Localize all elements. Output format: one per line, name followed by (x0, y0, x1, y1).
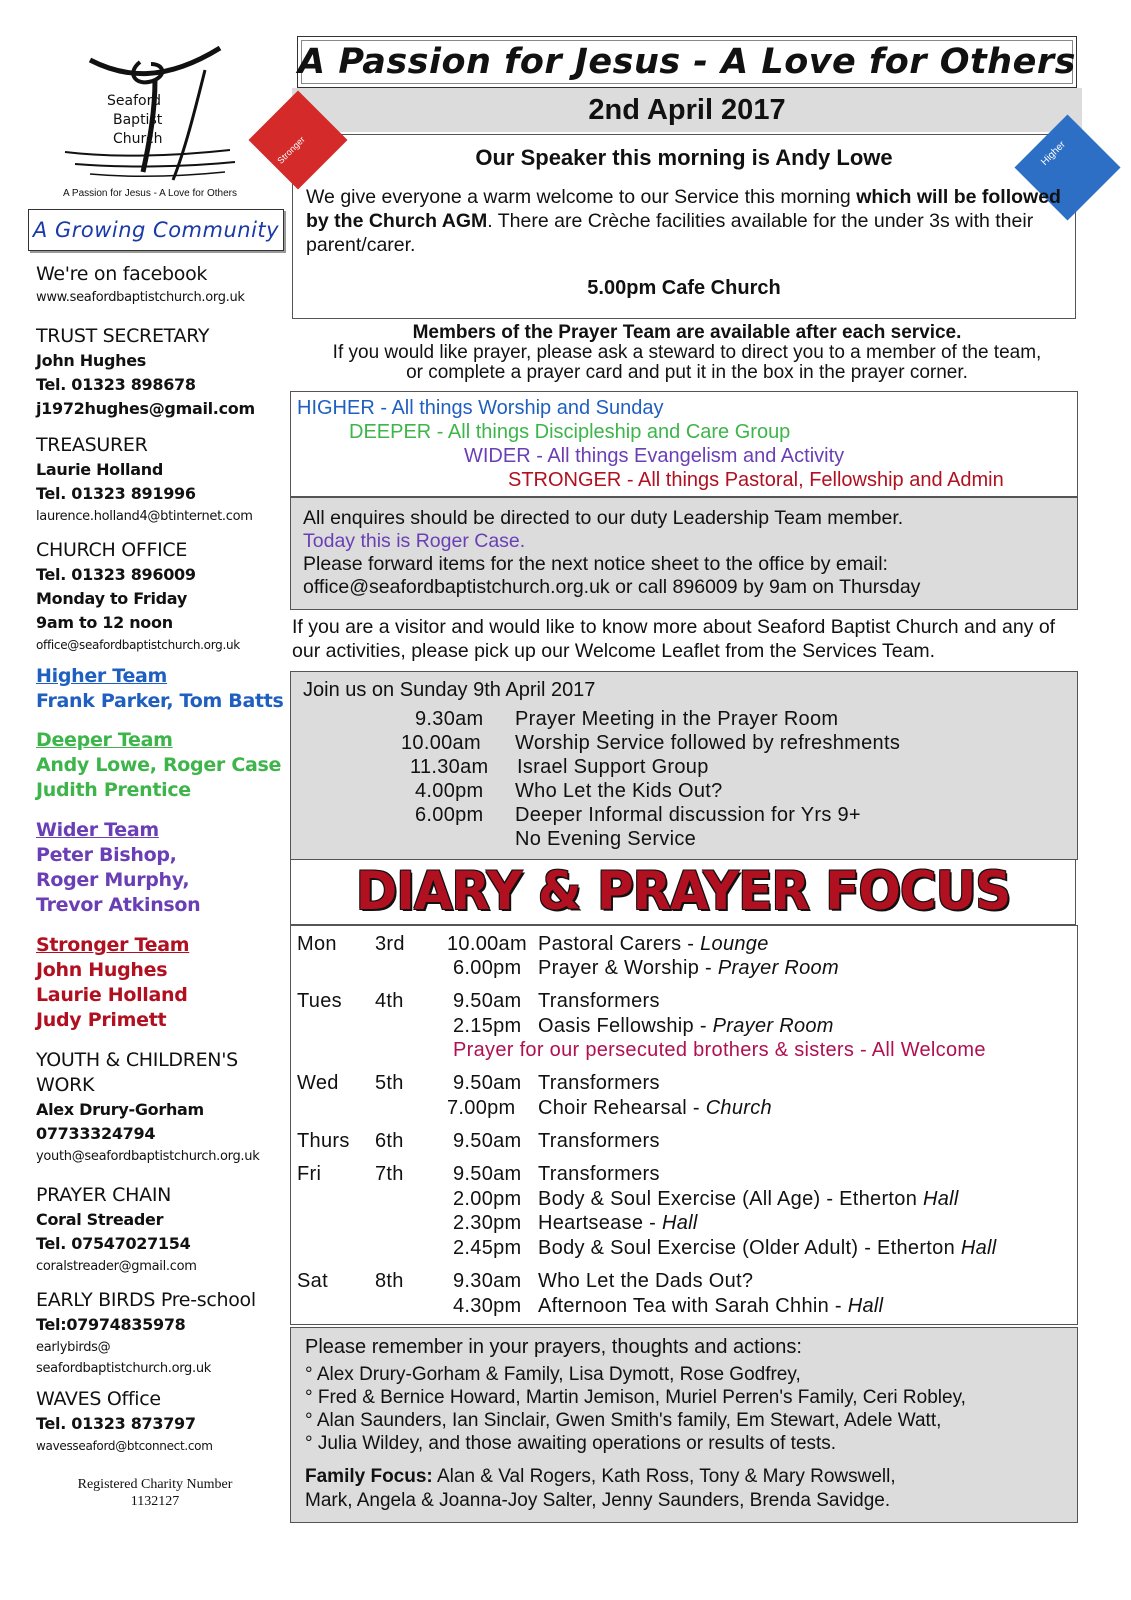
deeper-team-heading[interactable]: Deeper Team (36, 729, 173, 751)
youth-heading: YOUTH & CHILDREN'S (36, 1049, 238, 1071)
stronger-team-block (36, 933, 286, 1033)
join-time: 9.30am (415, 708, 484, 730)
church-office-block (36, 538, 286, 656)
church-office-tel: Tel. 01323 896009 (36, 565, 196, 584)
prayer-chain-block (36, 1183, 286, 1277)
deeper-team-member: Judith Prentice (36, 779, 191, 801)
prayer-team-line-2: If you would like prayer, please ask a steward to direct you to a member of the team, (332, 342, 1042, 363)
diary-box (290, 925, 1078, 1325)
diary-date: 7th (375, 1163, 404, 1185)
diary-time: 2.45pm (453, 1237, 522, 1259)
website-link[interactable]: www.seafordbaptistchurch.org.uk (36, 290, 245, 305)
trust-secretary-heading: TRUST SECRETARY (36, 325, 210, 347)
speaker-title: Our Speaker this morning is Andy Lowe (475, 145, 893, 170)
youth-email[interactable]: youth@seafordbaptistchurch.org.uk (36, 1149, 260, 1164)
duty-leader: Today this is Roger Case. (303, 530, 526, 552)
diary-note: Prayer for our persecuted brothers & sisters - All Welcome (453, 1039, 986, 1061)
diary-event: Transformers (538, 1163, 660, 1185)
service-date: 2nd April 2017 (292, 88, 1082, 132)
trust-secretary-tel: Tel. 01323 898678 (36, 375, 196, 394)
prayer-chain-heading: PRAYER CHAIN (36, 1184, 172, 1206)
early-birds-email[interactable]: earlybirds@ (36, 1340, 111, 1355)
stronger-team-member: Judy Primett (36, 1009, 167, 1031)
diary-time: 6.00pm (453, 957, 522, 979)
diary-date: 5th (375, 1072, 404, 1094)
church-office-hours: 9am to 12 noon (36, 613, 173, 632)
sidebar (0, 0, 290, 1600)
diary-date: 8th (375, 1270, 404, 1292)
waves-heading: WAVES Office (36, 1388, 161, 1410)
youth-name: Alex Drury-Gorham (36, 1100, 204, 1119)
trust-secretary-name: John Hughes (36, 351, 146, 370)
higher-team-member: Frank Parker, Tom Batts (36, 690, 284, 712)
diary-date: 6th (375, 1130, 404, 1152)
logo-text-church: Church (113, 131, 163, 147)
treasurer-heading: TREASURER (36, 434, 148, 456)
church-office-days: Monday to Friday (36, 589, 187, 608)
join-text: Deeper Informal discussion for Yrs 9+ (515, 804, 861, 826)
waves-tel: Tel. 01323 873797 (36, 1414, 196, 1433)
diary-day: Sat (297, 1270, 328, 1292)
diary-time: 9.50am (453, 1130, 522, 1152)
prayer-heading: Please remember in your prayers, thoughts and actions: (305, 1336, 802, 1358)
treasurer-block (36, 433, 286, 527)
family-focus-line-2: Mark, Angela & Joanna-Joy Salter, Jenny Saunders, Brenda Savidge. (305, 1490, 891, 1511)
diary-time: 9.50am (453, 1163, 522, 1185)
join-text: Israel Support Group (517, 756, 709, 778)
family-focus (305, 1465, 896, 1489)
diary-time: 9.50am (453, 1072, 522, 1094)
diary-event: Transformers (538, 1130, 660, 1152)
waves-email[interactable]: wavesseaford@btconnect.com (36, 1439, 213, 1453)
wider-team-member: Trevor Atkinson (36, 894, 201, 916)
enquiries-line-4: office@seafordbaptistchurch.org.uk or call 896009 by 9am on Thursday (303, 576, 921, 598)
diary-heading-box (290, 859, 1076, 925)
join-text: Prayer Meeting in the Prayer Room (515, 708, 839, 730)
diary-day: Fri (297, 1163, 322, 1185)
welcome-text (306, 185, 1066, 257)
diary-time: 2.00pm (453, 1188, 522, 1210)
diary-time: 10.00am (447, 933, 527, 955)
treasurer-tel: Tel. 01323 891996 (36, 484, 196, 503)
charity-number (40, 1476, 270, 1510)
treasurer-name: Laurie Holland (36, 460, 163, 479)
wider-team-heading[interactable]: Wider Team (36, 819, 159, 841)
diary-day: Mon (297, 933, 337, 955)
diary-date: 4th (375, 990, 404, 1012)
wider-team-member: Peter Bishop, (36, 844, 177, 866)
cafe-church: 5.00pm Cafe Church (587, 277, 781, 299)
higher-team-heading[interactable]: Higher Team (36, 665, 168, 687)
team-line-wider: WIDER - All things Evangelism and Activity (464, 445, 845, 467)
church-office-heading: CHURCH OFFICE (36, 539, 188, 561)
stronger-team-heading[interactable]: Stronger Team (36, 934, 190, 956)
treasurer-email[interactable]: laurence.holland4@btinternet.com (36, 509, 253, 524)
prayer-item: ° Julia Wildey, and those awaiting operations or results of tests. (305, 1433, 837, 1454)
stronger-team-member: John Hughes (36, 959, 168, 981)
early-birds-email-2[interactable]: seafordbaptistchurch.org.uk (36, 1361, 212, 1376)
trust-secretary-block (36, 324, 286, 421)
welcome-text-agm: which will be followed by the Church AGM (306, 186, 1061, 232)
prayer-chain-tel: Tel. 07547027154 (36, 1234, 191, 1253)
diary-day: Wed (297, 1072, 339, 1094)
diary-time: 2.30pm (453, 1212, 522, 1234)
prayer-item: ° Fred & Bernice Howard, Martin Jemison, Muriel Perren's Family, Ceri Robley, (305, 1387, 966, 1408)
team-line-higher: HIGHER - All things Worship and Sunday (297, 397, 664, 419)
diary-time: 4.30pm (453, 1295, 522, 1317)
diary-time: 2.15pm (453, 1015, 522, 1037)
youth-block (36, 1048, 286, 1167)
diary-time: 9.30am (453, 1270, 522, 1292)
youth-tel: 07733324794 (36, 1124, 156, 1143)
join-text: Who Let the Kids Out? (515, 780, 723, 802)
diary-time: 7.00pm (447, 1097, 516, 1119)
prayer-chain-name: Coral Streader (36, 1210, 164, 1229)
wider-team-member: Roger Murphy, (36, 869, 190, 891)
diary-heading: DIARY & PRAYER FOCUS (355, 860, 1011, 922)
team-line-deeper: DEEPER - All things Discipleship and Care Group (349, 421, 791, 443)
waves-block (36, 1387, 286, 1457)
diary-event: Pastoral Carers - Lounge (538, 933, 769, 955)
early-birds-heading: EARLY BIRDS Pre-school (36, 1289, 256, 1311)
diary-day: Thurs (297, 1130, 350, 1152)
early-birds-block (36, 1288, 286, 1379)
diary-day: Tues (297, 990, 342, 1012)
youth-heading-2: WORK (36, 1074, 95, 1096)
page-title: A Passion for Jesus - A Love for Others (297, 36, 1077, 88)
family-focus-text: Alan & Val Rogers, Kath Ross, Tony & Mary Rowswell, (432, 1466, 896, 1487)
stronger-team-member: Laurie Holland (36, 984, 188, 1006)
prayer-team-notice (292, 323, 1082, 383)
join-text: Worship Service followed by refreshments (515, 732, 901, 754)
family-focus-label: Family Focus: (305, 1466, 433, 1487)
join-text: No Evening Service (515, 828, 697, 850)
prayer-item: ° Alex Drury-Gorham & Family, Lisa Dymott, Rose Godfrey, (305, 1364, 801, 1385)
charity-value: 1132127 (130, 1494, 180, 1509)
higher-corner-label: Higher (1039, 139, 1068, 168)
join-time: 10.00am (401, 732, 481, 754)
teams-summary (290, 391, 1078, 497)
enquiries-line-1: All enquires should be directed to our duty Leadership Team member. (303, 507, 904, 529)
diary-event: Afternoon Tea with Sarah Chhin - Hall (538, 1295, 884, 1317)
prayer-chain-email[interactable]: coralstreader@gmail.com (36, 1259, 197, 1274)
diary-event: Body & Soul Exercise (All Age) - Etherton Hall (538, 1188, 959, 1210)
speaker-box (275, 134, 1076, 319)
higher-team-block (36, 664, 286, 714)
diary-event: Who Let the Dads Out? (538, 1270, 754, 1292)
diary-event: Oasis Fellowship - Prayer Room (538, 1015, 834, 1037)
next-sunday-title: Join us on Sunday 9th April 2017 (303, 679, 596, 701)
growing-community-banner: A Growing Community (28, 209, 284, 251)
welcome-text-a: We give everyone a warm welcome to our Service this morning (306, 186, 857, 208)
next-sunday-box (290, 671, 1078, 860)
diary-date: 3rd (375, 933, 405, 955)
facebook-heading: We're on facebook (36, 263, 208, 285)
visitor-notice: If you are a visitor and would like to know more about Seaford Baptist Church and any of our activities, please pick up our Welcome Leaflet from the Services Team. (292, 616, 1056, 662)
logo-text-baptist: Baptist (113, 112, 163, 128)
logo-tagline: A Passion for Jesus - A Love for Others (63, 188, 237, 199)
diary-event: Prayer & Worship - Prayer Room (538, 957, 839, 979)
team-line-stronger: STRONGER - All things Pastoral, Fellowship and Admin (508, 469, 1004, 491)
welcome-text-c: . There are Crèche facilities available for the under 3s with their parent/carer. (306, 210, 1034, 256)
facebook-block (36, 262, 286, 308)
prayer-focus-box (290, 1327, 1078, 1523)
prayer-team-line-3: or complete a prayer card and put it in the box in the prayer corner. (406, 362, 968, 383)
deeper-team-block (36, 728, 286, 803)
diary-event: Heartsease - Hall (538, 1212, 698, 1234)
trust-secretary-email[interactable]: j1972hughes@gmail.com (36, 399, 255, 418)
logo-text-seaford: Seaford (107, 93, 161, 109)
charity-label: Registered Charity Number (77, 1477, 233, 1492)
join-time: 11.30am (410, 756, 489, 778)
church-office-email[interactable]: office@seafordbaptistchurch.org.uk (36, 638, 240, 652)
diary-time: 9.50am (453, 990, 522, 1012)
stronger-corner-label: Stronger (275, 134, 307, 166)
join-time: 4.00pm (415, 780, 484, 802)
wider-team-block (36, 818, 286, 918)
diary-event: Body & Soul Exercise (Older Adult) - Etherton Hall (538, 1237, 997, 1259)
diary-event: Choir Rehearsal - Church (538, 1097, 772, 1119)
diary-event: Transformers (538, 990, 660, 1012)
diary-event: Transformers (538, 1072, 660, 1094)
church-logo (55, 40, 255, 210)
prayer-item: ° Alan Saunders, Ian Sinclair, Gwen Smith's family, Em Stewart, Adele Watt, (305, 1410, 942, 1431)
join-time: 6.00pm (415, 804, 484, 826)
enquiries-box (290, 497, 1078, 610)
deeper-team-member: Andy Lowe, Roger Case (36, 754, 282, 776)
prayer-team-line-1: Members of the Prayer Team are available after each service. (412, 322, 962, 343)
early-birds-tel: Tel:07974835978 (36, 1315, 186, 1334)
enquiries-line-3: Please forward items for the next notice sheet to the office by email: (303, 553, 888, 575)
